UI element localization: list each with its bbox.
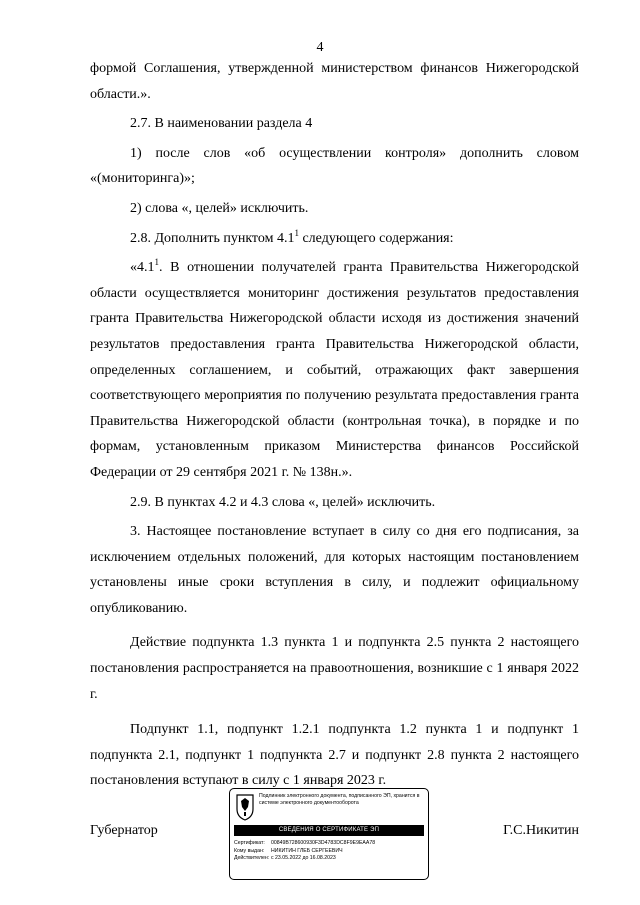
signature-position: Губернатор — [90, 823, 158, 838]
paragraph: 3. Настоящее постановление вступает в силу со дня его подписания, за исключением отдельных положений, для которых настоящим постановлением установлены иные сроки вступления в силу, и подлежит официальному опубликованию. — [90, 524, 579, 616]
signatory-name: Г.С.Никитин — [503, 823, 579, 838]
paragraph-text: следующего содержания: — [298, 230, 454, 246]
paragraph — [90, 255, 579, 485]
paragraph-text: . В отношении получателей гранта Правительства Нижегородской области осуществляется мониторинг достижения результатов предоставления гранта Правительства Нижегородской области исходя из достижения значений результатов предоставления гранта Правительства Нижегородской области, определенных соглашением, и событий, отражающих факт завершения соответствующего мероприятия по получению результата предоставления гранта Правительства Нижегородской области (контрольная точка), в порядке и по формам, установленным приказом Министерства финансов Российской Федерации от 29 сентября 2021 г. № 138н.». — [90, 260, 579, 480]
stamp-value: 00849B728600930F3D4783DC8F9E9EAA78 — [271, 840, 376, 846]
stamp-details — [234, 840, 426, 863]
stamp-row-certificate — [234, 840, 426, 848]
stamp-value: НИКИТИН ГЛЕБ СЕРГЕЕВИЧ — [271, 847, 343, 854]
stamp-row-validity — [234, 855, 426, 863]
paragraph-text: «4.1 — [130, 260, 155, 276]
coat-of-arms-icon — [235, 793, 255, 821]
paragraph-text: 2.8. Дополнить пунктом 4.1 — [130, 230, 295, 246]
paragraph: 2.9. В пунктах 4.2 и 4.3 слова «, целей» исключить. — [130, 494, 436, 510]
superscript: 1 — [294, 227, 299, 238]
stamp-value: с 23.05.2022 до 16.08.2023 — [271, 855, 336, 862]
paragraph: формой Соглашения, утвержденной министерством финансов Нижегородской области.». — [90, 61, 579, 102]
document-body — [90, 56, 579, 794]
stamp-title: СВЕДЕНИЯ О СЕРТИФИКАТЕ ЭП — [234, 825, 424, 836]
paragraph: 2.7. В наименовании раздела 4 — [130, 116, 313, 132]
page-number: 4 — [316, 40, 324, 55]
superscript: 1 — [154, 257, 159, 268]
paragraph: Подпункт 1.1, подпункт 1.2.1 подпункта 1.2 пункта 1 и подпункт 1 подпункта 2.1, подпункт 1 подпункта 2.7 и подпункт 2.8 пункта 2 настоящего постановления вступают в силу с 1 января 2023 г. — [90, 722, 579, 789]
paragraph: Действие подпункта 1.3 пункта 1 и подпункта 2.5 пункта 2 настоящего постановления распространяется на правоотношения, возникшие с 1 января 2022 г. — [90, 635, 579, 702]
stamp-label: Действителен: — [234, 855, 270, 862]
stamp-label: Кому выдан: — [234, 847, 265, 854]
stamp-header: Подлинник электронного документа, подписанного ЭП, хранится в системе электронного документооборота — [259, 793, 420, 806]
paragraph: 1) после слов «об осуществлении контроля» дополнить словом «(мониторинга)»; — [90, 145, 579, 187]
paragraph — [90, 226, 579, 252]
stamp-label: Сертификат: — [234, 840, 265, 846]
electronic-signature-stamp — [229, 788, 429, 880]
paragraph: 2) слова «, целей» исключить. — [130, 200, 309, 216]
